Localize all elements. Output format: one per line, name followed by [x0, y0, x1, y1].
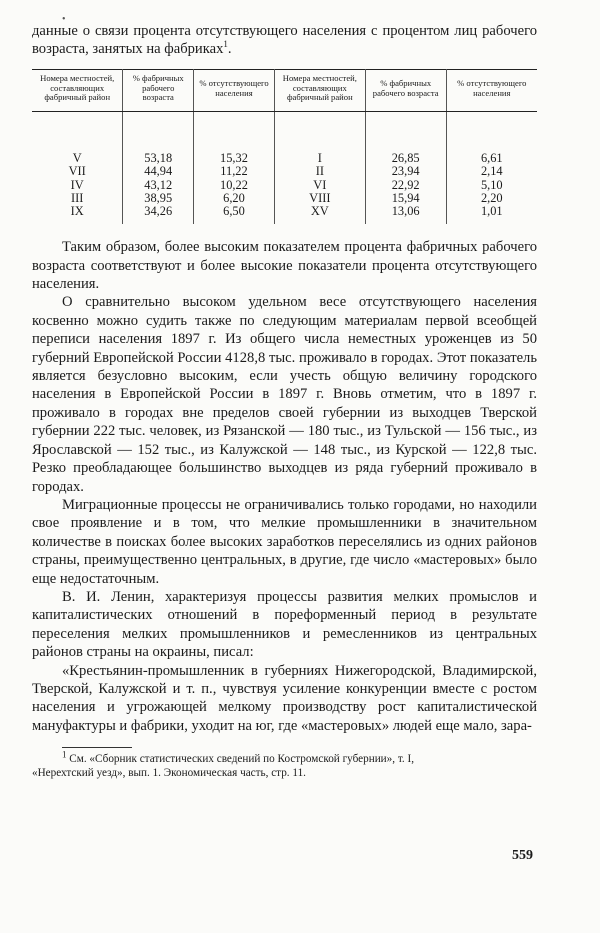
col-header-locality-1: Номера местностей, составляющих фабричный район — [32, 69, 123, 111]
table-cell: 15,32 — [194, 112, 275, 166]
table-cell: XV — [274, 205, 365, 224]
col-header-factory-pct-1: % фабричных рабочего возраста — [123, 69, 194, 111]
intro-paragraph: данные о связи процента отсутствующего населения с процентом лиц рабочего возраста, занятых на фабриках$^1$. — [32, 23, 537, 58]
table-cell: I — [274, 112, 365, 166]
paragraph-4: В. И. Ленин, характеризуя процессы развития мелких промыслов и капиталистических отношений в пореформенный период в результате переселения мелких промышленников и ремесленников из центральных районов страны на окраины, писал: — [32, 588, 537, 661]
table-row — [32, 112, 537, 166]
page-body — [32, 22, 537, 780]
footnote-continuation: «Нерехтский уезд», вып. 1. Экономическая часть, стр. 11. — [32, 767, 306, 780]
col-header-locality-2: Номера местностей, составляющих фабричный район — [274, 69, 365, 111]
table-header-row — [32, 69, 537, 111]
table-cell: IV — [32, 179, 123, 192]
table-row — [32, 192, 537, 205]
table-cell: VIII — [274, 192, 365, 205]
col-header-absent-pct-1: % отсутствующего населения — [194, 69, 275, 111]
table-cell: III — [32, 192, 123, 205]
table-cell: 38,95 — [123, 192, 194, 205]
table-cell: 22,92 — [365, 179, 446, 192]
table-cell: 11,22 — [194, 165, 275, 178]
table-cell: II — [274, 165, 365, 178]
table-cell: 44,94 — [123, 165, 194, 178]
table-cell: 23,94 — [365, 165, 446, 178]
table-cell: 6,20 — [194, 192, 275, 205]
table-cell: VII — [32, 165, 123, 178]
table-cell: 53,18 — [123, 112, 194, 166]
footnote-ref: 1 — [223, 39, 228, 50]
page-number: 559 — [512, 848, 533, 863]
col-header-factory-pct-2: % фабричных рабочего возраста — [365, 69, 446, 111]
table-cell: 10,22 — [194, 179, 275, 192]
table-cell: IX — [32, 205, 123, 224]
table-cell: 6,61 — [480, 151, 503, 166]
footnote-text: См. «Сборник статистических сведений по Костромской губернии», т. I, — [69, 753, 415, 766]
table-cell: V — [32, 112, 123, 166]
table-cell: VI — [274, 179, 365, 192]
table-cell: 1,01 — [480, 204, 503, 219]
print-mark: • — [62, 14, 66, 25]
table-cell: 34,26 — [123, 205, 194, 224]
paragraph-5-quote: «Крестьянин-промышленник в губерниях Нижегородской, Владимирской, Тверской, Калужской и т. п., чувствуя усиление конкуренции вместе с ростом населения и угрожающей мелкому производству рост капиталистической мануфактуры и фабрики, уходит на юг, где «мастеровых» людей еще мало, зара- — [32, 662, 537, 734]
intro-text: данные о связи процента отсутствующего населения с процентом лиц рабочего возраста, занятых на фабриках — [32, 23, 537, 58]
paragraph-3: Миграционные процессы не ограничивались только городами, но находили свое проявление и в том, что мелкие промышленники в значительном количестве в поисках более высоких заработков переселялись из одних районов страны, преимущественно центральных, в другие, где число «мастеровых» было еще недостаточным. — [32, 496, 537, 587]
table-cell: 2,14 — [480, 164, 503, 179]
table-cell: 15,94 — [365, 192, 446, 205]
table-row — [32, 165, 537, 178]
table-cell: 43,12 — [123, 179, 194, 192]
footnote-divider — [62, 747, 132, 748]
paragraph-1: Таким образом, более высоким показателем процента фабричных рабочего возраста соответствуют и более высокие показатели процента отсутствующего населения. — [32, 239, 537, 293]
col-header-absent-pct-2: % отсутствующего населения — [446, 69, 537, 111]
table-cell: 2,20 — [480, 190, 503, 205]
data-table — [32, 69, 537, 224]
table-cell: 5,10 — [480, 177, 503, 192]
table-cell: 6,50 — [194, 205, 275, 224]
table-cell: 13,06 — [365, 205, 446, 224]
table-row — [32, 205, 537, 224]
footnote-mark: 1 — [62, 749, 67, 760]
table-cell: 26,85 — [365, 112, 446, 166]
table-row — [32, 179, 537, 192]
footnote — [32, 749, 537, 780]
paragraph-2: О сравнительно высоком удельном весе отсутствующего населения косвенно можно судить также по следующим материалам первой всеобщей переписи населения 1897 г. Из общего числа неместных уроженцев из 50 губерний Европейской России 4128,8 тыс. проживало в городах. Этот показатель является безусловно высоким, если учесть общую величину городского населения в Европейской России в 1897 г. Вновь отметим, что в 1897 г. проживало в городах вне пределов своей губернии из выходцев Тверской губернии 222 тыс. человек, из Рязанской — 180 тыс., из Тульской — 156 тыс., из Ярославской — 152 тыс., из Калужской — 148 тыс., из Курской — 122,8 тыс. Резко преобладающее большинство выходцев из ряда губерний проживало в городах. — [32, 294, 537, 495]
